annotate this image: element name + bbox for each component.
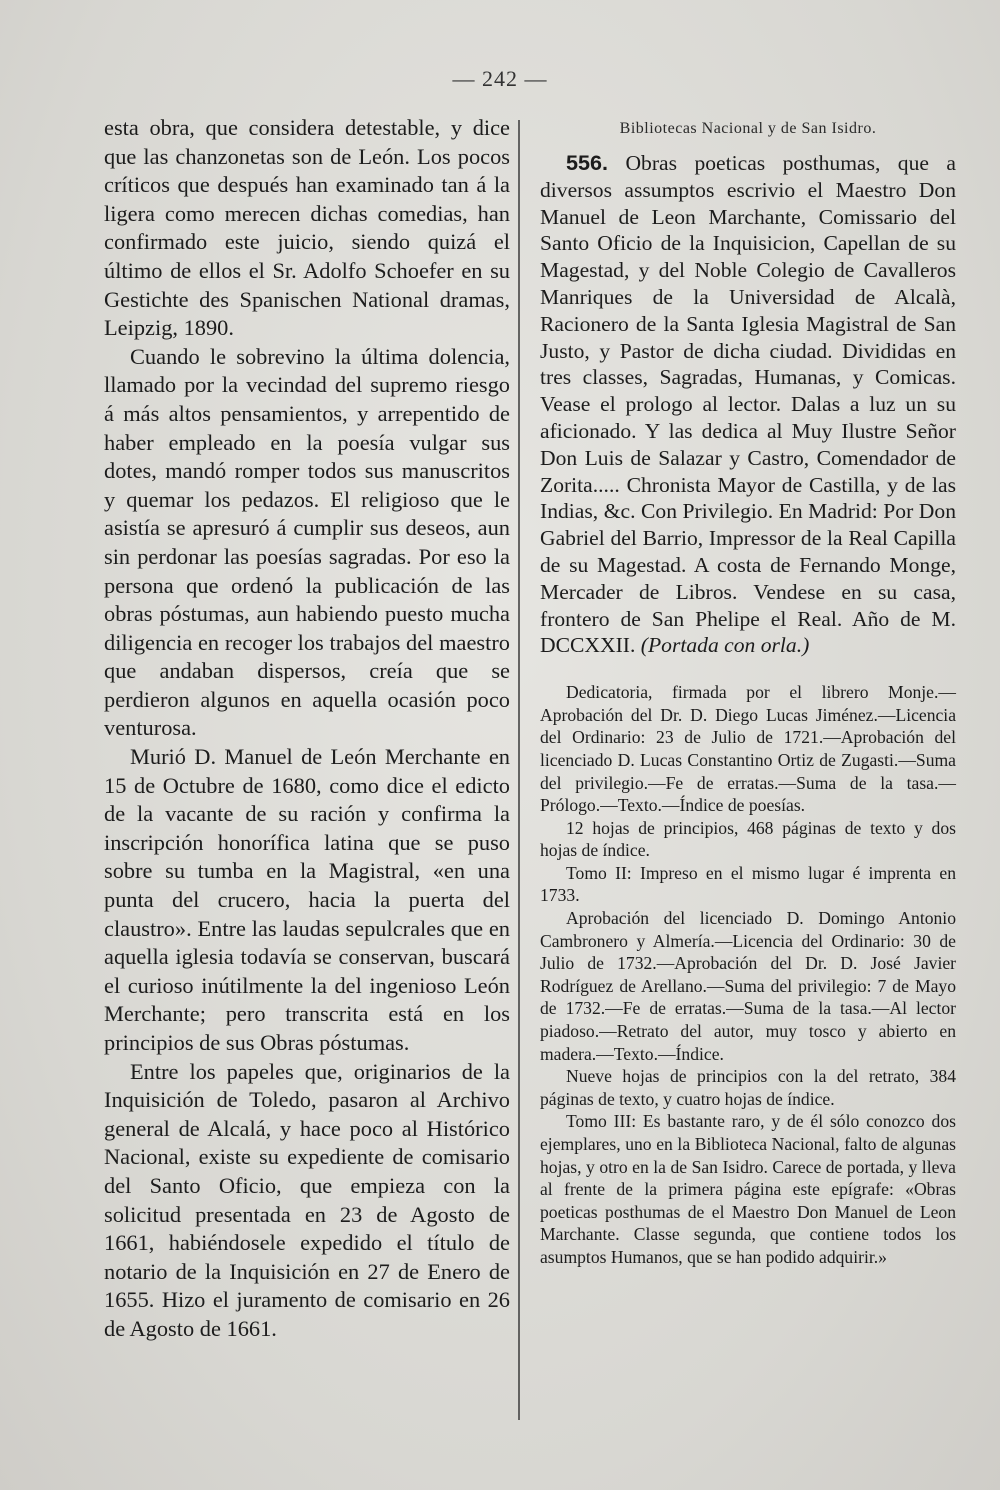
note-paragraph-4: Aprobación del licenciado D. Domingo Antonio Cambronero y Almería.—Licencia del Ordinario: 30 de Julio de 1732.—Aprobación del Dr. D. José Javier Rodríguez de Arellano.—Suma del privilegio: 7 de Mayo de 1732.—Fe de erratas.—Suma de la tasa.—Al lector piadoso.—Retrato del autor, muy tosco y abierto en madera.—Texto.—Índice. <box>540 908 956 1064</box>
note-paragraph-1: Dedicatoria, firmada por el librero Monje.—Aprobación del Dr. D. Diego Lucas Jiménez.—Licencia del Ordinario: 23 de Julio de 1721.—Aprobación del licenciado D. Lucas Constantino Ortiz de Zugasti.—Suma del privilegio.—Fe de erratas.—Suma de la tasa.—Prólogo.—Texto.—Índice de poesías. <box>540 682 956 816</box>
running-head: Bibliotecas Nacional y de San Isidro. <box>619 120 877 137</box>
entry-note: (Portada con orla.) <box>640 633 810 658</box>
entry-text: Obras poeticas posthumas, que a diversos assumptos escrivio el Maestro Don Manuel de Leon Marchante, Comissario del Santo Oficio de la Inquisicion, Capellan de su Magestad, y del Noble Colegio de Cavalleros Manriques de la Universidad de Alcalà, Racionero de la Santa Iglesia Magistral de San Justo, y Pastor de dicha ciudad. Divididas en tres classes, Sagradas, Humanas, y Comicas. Vease el prologo al lector. Dalas a luz un su aficionado. Y las dedica al Muy Ilustre Señor Don Luis de Salazar y Castro, Comendador de Zorita..... Chronista Mayor de Castilla, y de las Indias, &c. Con Privilegio. En Madrid: Por Don Gabriel del Barrio, Impressor de la Real Capilla de su Magestad. A costa de Fernando Monge, Mercader de Libros. Vendese en su casa, frontero de San Phelipe el Real. Año de M. DCCXXII. <box>540 151 956 658</box>
column-divider <box>518 120 520 1420</box>
left-paragraph-1: esta obra, que considera detestable, y dice que las chanzonetas son de León. Los pocos críticos que después han examinado tan á la ligera como merecen dichas comedias, han confirmado este juicio, siendo quizá el último de ellos el Sr. Adolfo Schoefer en su Gestichte des Spanischen National dramas, Leipzig, 1890. <box>104 115 510 341</box>
note-paragraph-2: 12 hojas de principios, 468 páginas de texto y dos hojas de índice. <box>540 817 956 861</box>
note-paragraph-6: Tomo III: Es bastante raro, y de él sólo conozco dos ejemplares, uno en la Biblioteca Nacional, falto de algunas hojas, y otro en la de San Isidro. Carece de portada, y lleva al frente de la primera página este epígrafe: «Obras poeticas posthumas de el Maestro Don Manuel de Leon Marchante. Classe segunda, que contiene todos los asumptos Humanos, que se han podido adquirir.» <box>540 1111 956 1267</box>
left-paragraph-4: Entre los papeles que, originarios de la Inquisición de Toledo, pasaron al Archivo general de Alcalá, y hace poco al Histórico Nacional, existe su expediente de comisario del Santo Oficio, que empieza con la solicitud presentada en 23 de Agosto de 1661, habiéndosele expedido el título de notario de la Inquisición en 27 de Enero de 1655. Hizo el juramento de comisario en 26 de Agosto de 1661. <box>104 1058 510 1341</box>
note-paragraph-3: Tomo II: Impreso en el mismo lugar é imprenta en 1733. <box>540 862 956 906</box>
page-number: — 242 — <box>452 66 548 91</box>
note-paragraph-5: Nueve hojas de principios con la del retrato, 384 páginas de texto, y cuatro hojas de índice. <box>540 1066 956 1109</box>
catalog-entry <box>540 150 956 659</box>
left-column <box>104 114 510 1344</box>
left-paragraph-2: Cuando le sobrevino la última dolencia, llamado por la vecindad del supremo riesgo á más altos pensamientos, y arrepentido de haber empleado en la poesía vulgar sus dotes, mandó romper todos sus manuscritos y quemar los pedazos. El religioso que le asistía se apresuró á cumplir sus deseos, aun sin perdonar las poesías sagradas. Por eso la persona que ordenó la publicación de las obras póstumas, aun habiendo puesto mucha diligencia en recoger los trabajos del maestro que andaban dispersos, creía que se perdieron algunos en aquella ocasión poco venturosa. <box>104 343 510 741</box>
left-paragraph-3: Murió D. Manuel de León Merchante en 15 de Octubre de 1680, como dice el edicto de la vacante de su ración y confirma la inscripción honorífica latina que se puso sobre su tumba en la Magistral, «en una punta del crucero, hacia la puerta del claustro». Entre las laudas sepulcrales que en aquella iglesia todavía se conservan, buscará el curioso inútilmente la del ingenioso León Merchante; pero transcrita está en los principios de sus Obras póstumas. <box>104 744 510 1055</box>
entry-number: 556. <box>566 150 609 175</box>
right-column <box>540 120 956 1269</box>
